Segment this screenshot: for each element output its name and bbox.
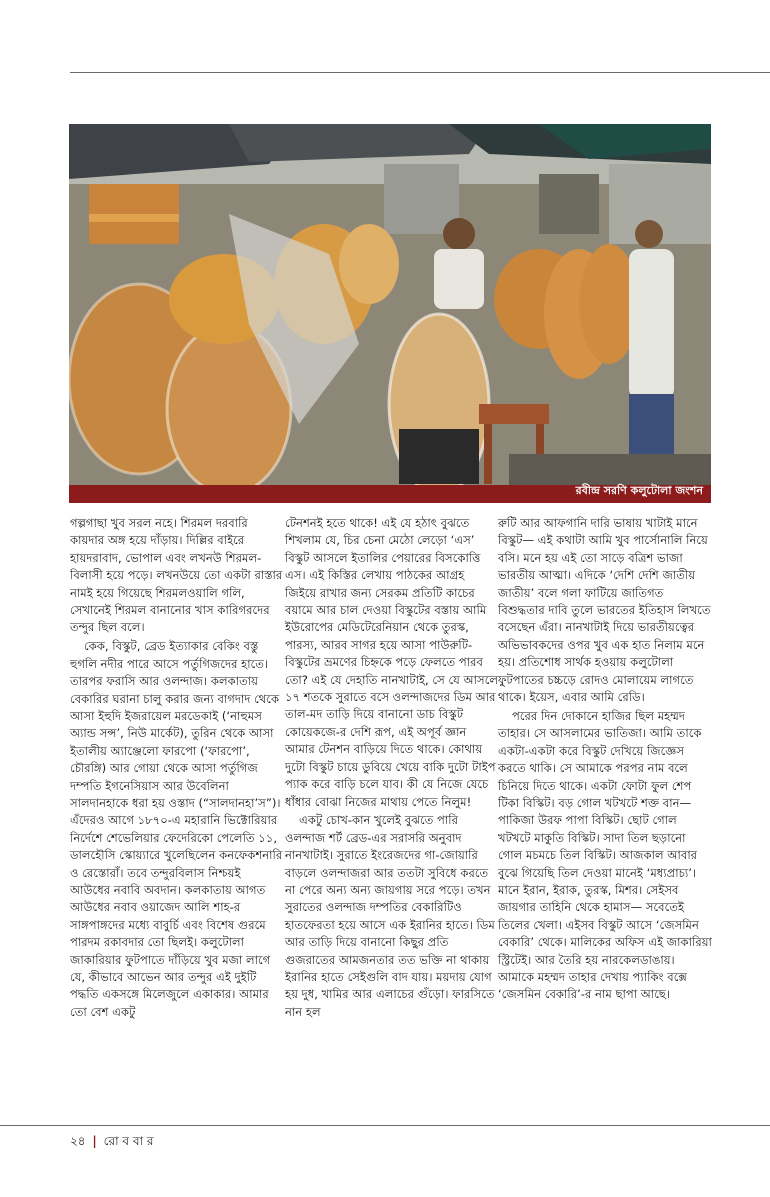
market-photo [69,124,711,503]
text-column-2 [285,515,499,1023]
magazine-name: রো ব বা র [103,1134,154,1148]
paragraph: টেনশনই হতে থাকে! এই যে হঠাৎ বুঝতে শিখলাম যে, চির চেনা মেঠো লেড়ো ‘এস’ বিস্কুট আসলে ইতালির পেয়ারের বিসকোত্তি এস। এই কিস্তির লেখায় পাঠকের আগ্রহ জিইয়ে রাখার জন্য সেরকম প্রতিটি কাচের বয়ামে আর চাল দেওয়া বিস্কুটের বস্তায় আমি ইউরোপের মেডিটেরেনিয়ান থেকে তুরস্ক, পারস্য, আরব সাগর হয়ে আসা পাউরুটি-বিস্কুটের ভ্রমণের চিহ্নকে পড়ে ফেলতে পারব তো? এই যে দেহাতি নানখাটাই, সে যে আসলে ১৭ শতকে সুরাতে বসে ওলন্দাজদের ডিম আর তাল-মদ তাড়ি দিয়ে বানানো ডাচ বিস্কুট কোয়েকজে-র দেশি রূপ, এই অপূর্ব জ্ঞান আমার টেনশন বাড়িয়ে দিতে থাকে। কোথায় দুটো বিস্কুট চায়ে ডুবিয়ে খেয়ে বাকি দুটো টাইপ প্যাক করে বাড়ি চলে যাব। কী যে নিজে যেচে ধাঁধার বোঝা নিজের মাথায় পেতে নিলুম! [285,516,499,809]
paragraph: কেক, বিস্কুট, ব্রেড ইত্যাকার বেকিং বস্তু হুগলি নদীর পারে আসে পর্তুগিজদের হাতে। তারপর ফরাসি আর ওলন্দাজ। কলকাতায় বেকারির ঘরানা চালু করার জন্য বাগদাদ থেকে আসা ইহুদি ইজরায়েল মরডেকাই (‘নাহুমস অ্যান্ড সন্স’, নিউ মার্কেট), তুরিন থেকে আসা ইতালীয় অ্যাঞ্জেলো ফারপো (‘ফারপো’, চৌরঙ্গি) আর গোয়া থেকে আসা পর্তুগিজ দম্পতি ইগনেসিয়াস আর উবেলিনা সালদানহাকে ধরা হয় ওস্তাদ (“সালদানহা’স”)। এঁদেরও আগে ১৮৭০-এ মহারানি ভিক্টোরিয়ার নির্দেশে শেভেলিয়ার ফেদেরিকো পেলেতি ১১, ডালহৌসি স্কোয়্যারে খুলেছিলেন কনফেকশনারি ও রেস্তোরাঁ। তবে তন্দুরবিলাস নিশ্চয়ই আউধের নবাবি অবদান। কলকাতায় আগত আউধের নবাব ওয়াজেদ আলি শাহ-র সাঙ্গপাঙ্গদের মধ্যে বাবুর্চি এবং বিশেষ গুরমে পারদম রকাবদার তো ছিলই। কলুটোলা জাকারিয়ার ফুটপাতে দাঁড়িয়ে খুব মজা লাগে যে, কীভাবে আভেন আর তন্দুর এই দুইটি পদ্ধতি একসঙ্গে মিলেজুলে একাকার। আমার তো বেশ একটু [70,639,283,1019]
bottom-rule [0,1125,770,1126]
top-rule [70,72,770,73]
folio-separator: | [92,1134,97,1148]
text-column-3 [498,515,712,1005]
photo-caption: রবীন্দ্র সরণি কলুটোলা জংশন [575,484,703,497]
paragraph: রুটি আর আফগানি দারি ভাষায় খাটাই মানে বিস্কুট— এই কথাটা আমি খুব পার্সোনালি নিয়ে বসি। মনে হয় এই তো সাড়ে বত্রিশ ভাজা ভারতীয় আত্মা। এদিকে ‘দেশি দেশি জাতীয় জাতীয়’ বলে গলা ফাটিয়ে জাতিগত বিশুদ্ধতার দাবি তুলে ভারতের ইতিহাস লিখতে বসেছেন এঁরা। নানখাটাই দিয়ে ভারতীয়ত্বের অভিভাবকদের ওপর খুব এক হাত নিলাম মনে হয়। প্রতিশোধ সার্থক হওয়ায় কলুটোলা ফুটপাতের চচ্চড়ে রোদও মোলায়েম লাগতে থাকে। ইয়েস, এবার আমি রেডি। [498,516,711,705]
paragraph: পরের দিন দোকানে হাজির ছিল মহম্মদ তাহার। সে আসলামের ভাতিজা। আমি তাকে একটা-একটা করে বিস্কুট দেখিয়ে জিজ্ঞেস করতে থাকি। সে আমাকে পরপর নাম বলে চিনিয়ে দিতে থাকে। একটা ফোটা ফুল শেপ টিকা বিস্কিট। বড় গোল খটখটে শক্ত বান— পাকিজা উরফ পাপা বিস্কিট। ছোট গোল খটখটে মাকুতি বিস্কিট। সাদা তিল ছড়ানো গোল মচমচে তিল বিস্কিট। আজকাল আবার বুঝে গিয়েছি তিল দেওয়া মানেই ‘মধ্যপ্রাচ্য’। মানে ইরান, ইরাক, তুরস্ক, মিশর। সেইসব জায়গার তাহিনি থেকে হামাস— সবেতেই তিলের খেলা। এইসব বিস্কুট আসে ‘জেসমিন বেকারি’ থেকে। মালিকের অফিস এই জাকারিয়া স্ট্রিটেই। আর তৈরি হয় নারকেলডাঙায়। আমাকে মহম্মদ তাহার দেখায় প্যাকিং বক্সে ‘জেসমিন বেকারি’-র নাম ছাপা আছে। [498,708,712,1002]
paragraph: গল্পগাছা খুব সরল নহে। শিরমল দরবারি কায়দার অঙ্গ হয়ে দাঁড়ায়। দিল্লির বাইরে হায়দরাবাদ, ভোপাল এবং লখনউ শিরমল-বিলাসী হয়ে পড়ে। লখনউয়ে তো একটা রাস্তার নামই হয়ে গিয়েছে শিরমলওয়ালি গলি, সেখানেই শিরমল বানানোর খাস কারিগরদের তন্দুর ছিল বলে। [70,516,283,635]
caption-bar [69,485,711,503]
text-column-1 [70,515,284,1023]
page-number: ২৪ [70,1134,86,1148]
paragraph: একটু চোখ-কান খুলেই বুঝতে পারি ওলন্দাজ শর্ট ব্রেড-এর সরাসরি অনুবাদ নানখাটাই। সুরাতে ইংরেজদের গা-জোয়ারি বাড়লে ওলন্দাজরা আর ততটা সুবিধে করতে না পেরে অন্য অন্য জায়গায় সরে পড়ে। তখন সুরাতের ওলন্দাজ দম্পতির বেকারিটিও হাতফেরতা হয়ে আসে এক ইরানির হাতে। ডিম আর তাড়ি দিয়ে বানানো কিছুর প্রতি গুজরাতের আমজনতার তত ভক্তি না থাকায় ইরানির হাতে সেইগুলি বাদ যায়। ময়দায় যোগ হয় দুধ, খামির আর এলাচের গুঁড়ো। ফারসিতে নান হল [285,813,495,1019]
page-footer [70,1133,153,1153]
